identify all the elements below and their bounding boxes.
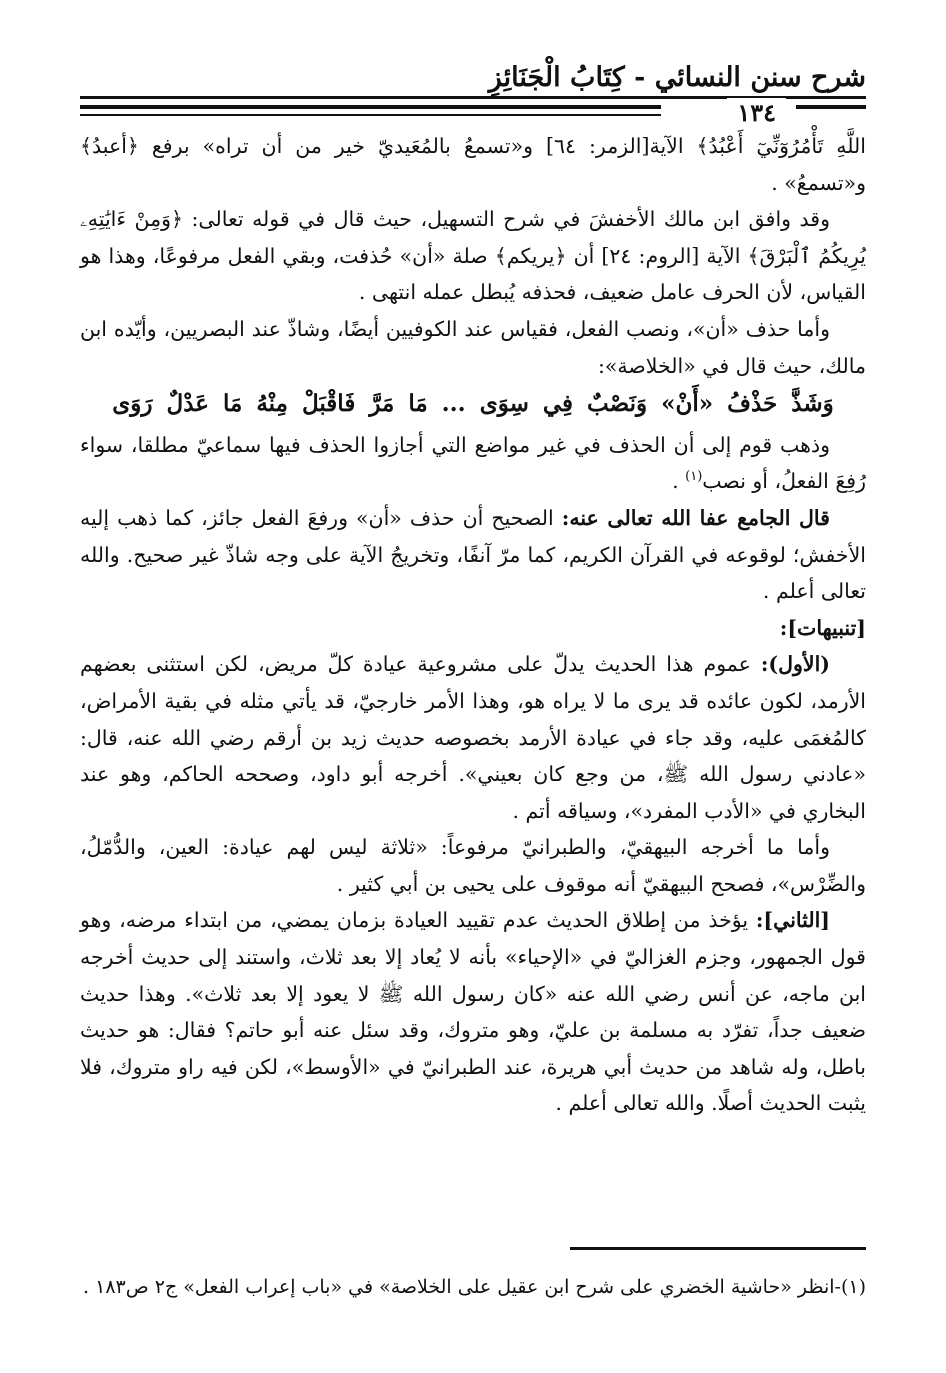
second-label: [الثاني]: (755, 908, 830, 933)
poetry-verse: وَشَذَّ حَذْفُ «أَنْ» وَنَصْبٌ فِي سِوَى ... مَا مَرَّ فَاقْبَلْ مِنْهُ مَا عَدْلٌ رَوَى (112, 390, 834, 418)
page-header (80, 62, 866, 127)
paragraph-first (80, 646, 866, 829)
paragraph-second (80, 902, 866, 1122)
page-number-bar (80, 98, 866, 127)
first-label: (الأول): (760, 652, 830, 677)
footnote-divider (570, 1247, 866, 1250)
main-text (80, 128, 866, 1122)
paragraph-hadhf-an: وأما حذف «أن»، ونصب الفعل، فقياس عند الكوفيين أيضًا، وشاذّ عند البصريين، وأيّده ابن مالك، حيث قال في «الخلاصة»: (80, 316, 866, 378)
second-text: يؤخذ من إطلاق الحديث عدم تقييد العيادة بزمان يمضي، من ابتداء مرضه، وهو قول الجمهور، وجزم الغزاليّ في «الإحياء» بأنه لا يُعاد إلا بعد ثلاث، واستند إلى حديث أخرجه ابن ماجه، عن أنس رضي الله عنه «كان رسول الله ﷺ لا يعود إلا بعد ثلاث». وهذا حديث ضعيف جداً، تفرّد به مسلمة بن عليّ، وهو متروك، وقد سئل عنه أبو حاتم؟ فقال: هو حديث باطل، وله شاهد من حديث أبي هريرة، عند الطبرانيّ في «الأوسط»، لكن فيه راو متروك، فلا يثبت الحديث أصلًا. والله تعالى أعلم . (80, 908, 866, 1116)
paragraph-qawm-text: وذهب قوم إلى أن الحذف في غير مواضع التي أجازوا الحذف فيها سماعيّ مطلقا، سواء رُفِعَ الفعلُ، أو نصب (80, 432, 866, 494)
footnote: (١)-انظر «حاشية الخضري على شرح ابن عقيل على الخلاصة» في «باب إعراب الفعل» ج٢ ص١٨٣ . (83, 1276, 866, 1298)
jami-text: الصحيح أن حذف «أن» ورفعَ الفعل جائز، كما ذهب إليه الأخفش؛ لوقوعه في القرآن الكريم، كما مرّ آنفًا، وتخريجُ الآية على وجه شاذّ غير صحيح. والله تعالى أعلم . (80, 505, 866, 604)
page-rule-thin (80, 114, 661, 116)
paragraph-jami (80, 500, 866, 610)
page-rule-thick (80, 105, 661, 109)
footnote-marker: (١) (685, 469, 703, 485)
page-number: ١٣٤ (727, 98, 786, 127)
tanbihat-heading: [تنبيهات]: (779, 615, 866, 640)
page-number-rule (796, 105, 866, 109)
paragraph-first-cont: وأما ما أخرجه البيهقيّ، والطبرانيّ مرفوعاً: «ثلاثة ليس لهم عيادة: العين، والدُّمّلُ، والضِّرْس»، فصحح البيهقيّ أنه موقوف على يحيى بن أبي كثير . (80, 835, 866, 896)
running-title: شرح سنن النسائي - كِتَابُ الْجَنَائِزِ (488, 62, 866, 93)
jami-label: قال الجامع عفا الله تعالى عنه: (561, 505, 830, 530)
first-text: عموم هذا الحديث يدلّ على مشروعية عيادة كلّ مريض، لكن استثنى بعضهم الأرمد، لكون عائده قد يرى ما لا يراه هو، وهذا الأمر خارجيّ، قد يأتي مثله في بقية الأمراض، كالمُغمَى عليه، وقد جاء في عيادة الأرمد بخصوصه حديث زيد بن أرقم رضي الله عنه، قال: «عادني رسول الله ﷺ، من وجع كان بعيني». أخرجه أبو داود، وصححه الحاكم، وهو عند البخاري في «الأدب المفرد»، وسياقه أتم . (80, 652, 866, 823)
paragraph-ibn-malik: وقد وافق ابن مالك الأخفشَ في شرح التسهيل، حيث قال في قوله تعالى: ﴿وَمِنْ ءَايَٰتِهِۦ يُرِيكُمُ ٱلْبَرْقَ﴾ الآية [الروم: ٢٤] أن ﴿يريكم﴾ صلة «أن» حُذفت، وبقي الفعل مرفوعًا، وهذا هو القياس، لأن الحرف عامل ضعيف، فحذفه يُبطل عمله انتهى . (80, 207, 866, 305)
paragraph-qawm: وذهب قوم إلى أن الحذف في غير مواضع التي أجازوا الحذف فيها سماعيّ مطلقا، سواء رُفِعَ الفعلُ، أو نصب$^{(١)}$ . (80, 432, 866, 494)
paragraph-continuation: اللَّهِ تَأْمُرُوٓنِّيٓ أَعْبُدُ﴾ الآية[الزمر: ٦٤] و«تسمعُ بالمُعَيديّ خير من أن تراه» برفع ﴿أعبدُ﴾ و«تسمعُ» . (80, 134, 866, 195)
